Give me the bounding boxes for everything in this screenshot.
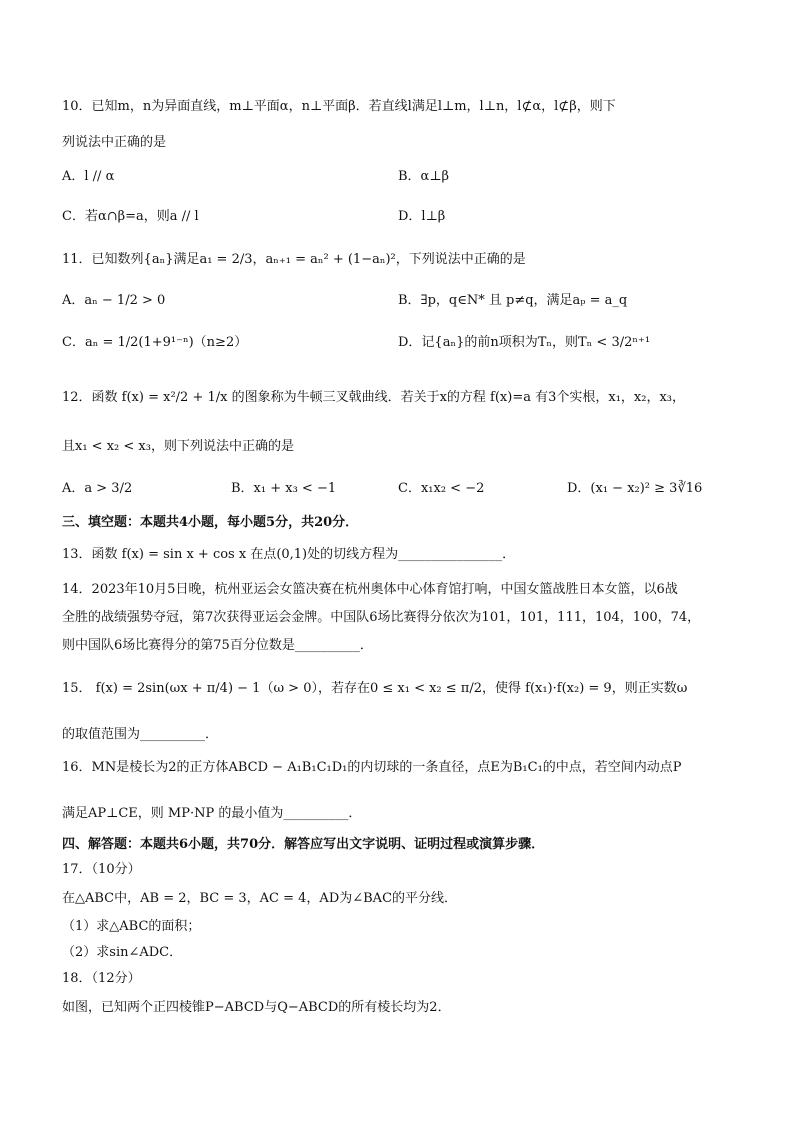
q11-option-d: D．记{aₙ}的前n项积为Tₙ，则Tₙ < 3/2ⁿ⁺¹: [398, 335, 651, 350]
q14-line-3: 则中国队6场比赛得分的第75百分位数是__________．: [62, 638, 373, 653]
q13: 13．函数 f(x) = sin x + cos x 在点(0,1)处的切线方程为________________．: [62, 547, 516, 562]
q15-line-1: 15． f(x) = 2sin(ωx + π/4) − 1（ω > 0），若存在0 ≤ x₁ < x₂ ≤ π/2，使得 f(x₁)·f(x₂) = 9，则正实数ω: [62, 681, 688, 696]
q12-option-d: D．(x₁ − x₂)² ≥ 3∛16: [567, 481, 703, 496]
q12-option-a: A．a > 3/2: [62, 481, 133, 496]
q14-line-1: 14．2023年10月5日晚，杭州亚运会女篮决赛在杭州奥体中心体育馆打响，中国女篮战胜日本女篮，以6战: [62, 582, 678, 597]
q17-stem: 在△ABC中，AB = 2，BC = 3，AC = 4，AD为∠BAC的平分线．: [62, 891, 458, 906]
q10-option-d: D．l⊥β: [398, 209, 446, 224]
q11-option-a: A．aₙ − 1/2 > 0: [62, 293, 166, 308]
q10-option-b: B．α⊥β: [398, 169, 450, 184]
q10-stem: 10．已知m，n为异面直线，m⊥平面α，n⊥平面β．若直线l满足l⊥m，l⊥n，l⊄α，l⊄β，则下: [62, 99, 616, 114]
q17-part-1: （1）求△ABC的面积；: [62, 919, 201, 934]
q16-line-1: 16．MN是棱长为2的正方体ABCD − A₁B₁C₁D₁的内切球的一条直径，点E为B₁C₁的中点，若空间内动点P: [62, 760, 682, 775]
q10-option-a: A．l // α: [62, 169, 115, 184]
q17-header: 17．（10分）: [62, 862, 141, 877]
q18-stem: 如图，已知两个正四棱锥P−ABCD与Q−ABCD的所有棱长均为2．: [62, 1000, 451, 1015]
q12-option-b: B．x₁ + x₃ < −1: [231, 481, 337, 496]
q10-option-c: C．若α∩β=a，则a // l: [62, 209, 199, 224]
q10-stem-cont: 列说法中正确的是: [62, 135, 167, 150]
q17-part-2: （2）求sin∠ADC．: [62, 945, 183, 960]
q16-line-2: 满足AP⊥CE，则 MP·NP 的最小值为__________．: [62, 806, 362, 821]
q12-option-c: C．x₁x₂ < −2: [398, 481, 485, 496]
q18-header: 18．（12分）: [62, 971, 141, 986]
q15-line-2: 的取值范围为__________．: [62, 727, 219, 742]
section-4-heading: 四、解答题：本题共6小题，共70分．解答应写出文字说明、证明过程或演算步骤．: [62, 837, 545, 852]
q11-stem: 11．已知数列{aₙ}满足a₁ = 2/3，aₙ₊₁ = aₙ² + (1−aₙ)²，下列说法中正确的是: [62, 252, 526, 267]
q12-stem: 12．函数 f(x) = x²/2 + 1/x 的图象称为牛顿三叉戟曲线．若关于x的方程 f(x)=a 有3个实根，x₁，x₂，x₃，: [62, 390, 686, 405]
q11-option-c: C．aₙ = 1/2(1+9¹⁻ⁿ)（n≥2）: [62, 335, 248, 350]
q12-stem-cont: 且x₁ < x₂ < x₃，则下列说法中正确的是: [62, 439, 294, 454]
q14-line-2: 全胜的战绩强势夺冠，第7次获得亚运会金牌。中国队6场比赛得分依次为101，101，111，104，100，74，: [62, 610, 701, 625]
section-3-heading: 三、填空题：本题共4小题，每小题5分，共20分．: [62, 515, 359, 530]
q11-option-b: B．∃p，q∈N* 且 p≠q，满足aₚ = a_q: [398, 293, 628, 308]
